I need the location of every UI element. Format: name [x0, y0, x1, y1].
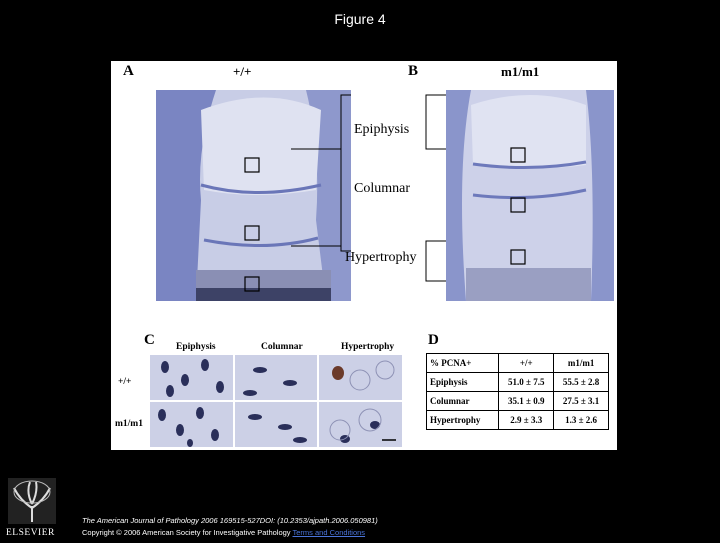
table-row [427, 411, 609, 430]
footer-copyright-line [82, 528, 365, 537]
table-header-cell: +/+ [499, 354, 554, 373]
table-cell: Hypertrophy [427, 411, 499, 430]
table-cell: 51.0 ± 7.5 [499, 373, 554, 392]
table-header-row [427, 354, 609, 373]
footer-citation: The American Journal of Pathology 2006 169515-527DOI: (10.2353/ajpath.2006.050981) [82, 516, 378, 525]
table-cell: Epiphysis [427, 373, 499, 392]
table-header-cell: m1/m1 [554, 354, 609, 373]
panel-c-col-epiphysis: Epiphysis [176, 342, 216, 352]
pcna-micrograph-grid [150, 355, 402, 447]
elsevier-logo [6, 478, 62, 538]
table-cell: 55.5 ± 2.8 [554, 373, 609, 392]
table-row [427, 373, 609, 392]
elsevier-logo-text: ELSEVIER [6, 528, 55, 538]
zone-label-columnar: Columnar [354, 181, 410, 196]
table-cell: Columnar [427, 392, 499, 411]
histology-image-mutant [446, 90, 614, 301]
footer-copyright: Copyright © 2006 American Society for Investigative Pathology [82, 528, 291, 537]
panel-c-row-wildtype: +/+ [118, 377, 132, 387]
zone-label-hypertrophy: Hypertrophy [345, 250, 417, 265]
zone-bracket-left [291, 91, 351, 291]
panel-a-genotype: +/+ [233, 64, 252, 79]
figure-panel [111, 61, 617, 450]
panel-c-row-mutant: m1/m1 [115, 419, 143, 429]
table-cell: 27.5 ± 3.1 [554, 392, 609, 411]
panel-c-col-hypertrophy: Hypertrophy [341, 342, 395, 352]
table-cell: 1.3 ± 2.6 [554, 411, 609, 430]
pcna-table [426, 353, 609, 430]
table-header-cell: % PCNA+ [427, 354, 499, 373]
panel-d-letter: D [428, 332, 439, 348]
terms-and-conditions-link[interactable]: Terms and Conditions [292, 528, 366, 537]
zone-label-epiphysis: Epiphysis [354, 122, 410, 137]
panel-b-genotype: m1/m1 [501, 64, 540, 79]
panel-c-letter: C [144, 332, 155, 348]
figure-title: Figure 4 [334, 11, 386, 27]
panel-c-col-columnar: Columnar [261, 342, 303, 352]
panel-b-letter: B [408, 63, 419, 79]
table-cell: 35.1 ± 0.9 [499, 392, 554, 411]
table-row [427, 392, 609, 411]
panel-a-letter: A [123, 63, 134, 79]
table-cell: 2.9 ± 3.3 [499, 411, 554, 430]
